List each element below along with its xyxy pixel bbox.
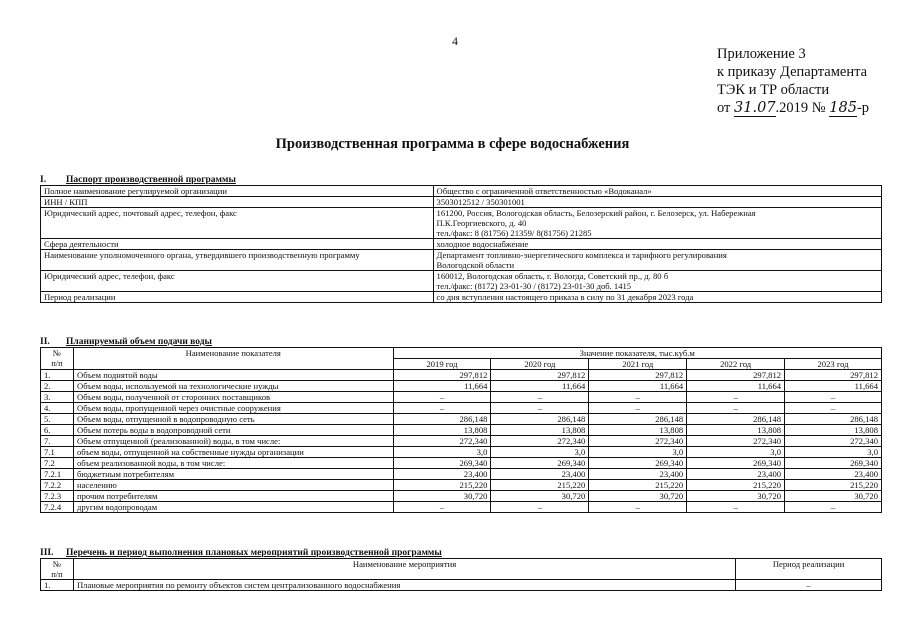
volume-row [41, 458, 882, 469]
indicator-value: – [785, 502, 882, 513]
row-number: 7.2.1 [41, 469, 74, 480]
passport-value-line: 160012, Вологодская область, г. Вологда, Советский пр., д. 80 б [436, 271, 669, 281]
passport-value-line: тел./факс: 8 (81756) 21359/ 8(81756) 21285 [436, 228, 592, 238]
passport-row [41, 208, 882, 239]
indicator-value: 215,220 [491, 480, 589, 491]
passport-value-line: со дня вступления настоящего приказа в силу по 31 декабря 2023 года [436, 292, 694, 302]
appendix-line-2: к приказу Департамента [717, 64, 868, 80]
indicator-name: населению [73, 480, 393, 491]
passport-value-line: Департамент топливно-энергетического комплекса и тарифного регулирования [436, 250, 727, 260]
indicator-value: 269,340 [589, 458, 687, 469]
passport-value [433, 186, 881, 197]
indicator-value: – [491, 403, 589, 414]
passport-label: Юридический адрес, почтовый адрес, телефон, факс [41, 208, 434, 239]
indicator-value: 272,340 [491, 436, 589, 447]
passport-value-line: тел./факс: (8172) 23-01-30 / (8172) 23-01-30 доб. 1415 [436, 281, 632, 291]
row-number: 3. [41, 392, 74, 403]
indicator-value: 23,400 [589, 469, 687, 480]
row-number: 7.2.4 [41, 502, 74, 513]
indicator-value: 269,340 [687, 458, 785, 469]
indicator-name: Объем воды, используемой на технологические нужды [73, 381, 393, 392]
indicator-value: 286,148 [393, 414, 491, 425]
year-header: 2021 год [589, 359, 687, 370]
indicator-value: 3,0 [785, 447, 882, 458]
indicator-name: объем реализованной воды, в том числе: [73, 458, 393, 469]
passport-value [433, 208, 881, 239]
indicator-value: – [687, 502, 785, 513]
passport-row [41, 250, 882, 271]
section-2-title: Планируемый объем подачи воды [66, 337, 212, 347]
indicator-value: – [785, 392, 882, 403]
indicator-name: Объем воды, полученной от сторонних поставщиков [73, 392, 393, 403]
year-header: 2020 год [491, 359, 589, 370]
section-1-number: I. [40, 175, 47, 185]
indicator-value: 272,340 [393, 436, 491, 447]
indicator-name: прочим потребителям [73, 491, 393, 502]
indicator-value: 11,664 [785, 381, 882, 392]
indicator-value: 11,664 [491, 381, 589, 392]
indicator-value: 11,664 [393, 381, 491, 392]
passport-value [433, 292, 881, 303]
indicator-value: 13,808 [393, 425, 491, 436]
appendix-line-3: ТЭК и ТР области [717, 82, 830, 98]
measure-number: 1. [41, 580, 74, 591]
indicator-value: 272,340 [687, 436, 785, 447]
section-1-heading [40, 175, 236, 185]
appendix-line-1: Приложение 3 [717, 46, 806, 62]
indicator-value: 286,148 [491, 414, 589, 425]
measures-col-name-header: Наименование мероприятия [73, 559, 735, 580]
passport-value [433, 239, 881, 250]
section-3-number: III. [40, 548, 54, 558]
indicator-value: 30,720 [687, 491, 785, 502]
row-number: 5. [41, 414, 74, 425]
indicator-value: 23,400 [785, 469, 882, 480]
passport-row [41, 239, 882, 250]
indicator-value: – [687, 403, 785, 414]
indicator-name: Объем потерь воды в водопроводной сети [73, 425, 393, 436]
section-1-title: Паспорт производственной программы [66, 175, 236, 185]
section-2-heading [40, 337, 212, 347]
indicator-value: 3,0 [589, 447, 687, 458]
indicator-value: 297,812 [589, 370, 687, 381]
indicator-value: 13,808 [589, 425, 687, 436]
volume-row [41, 447, 882, 458]
indicator-value: 3,0 [491, 447, 589, 458]
indicator-value: 3,0 [393, 447, 491, 458]
appendix-date-line [717, 99, 869, 117]
appendix-block [717, 45, 869, 117]
volume-row [41, 403, 882, 414]
measures-table [40, 558, 882, 591]
indicator-value: 30,720 [393, 491, 491, 502]
water-volume-table [40, 347, 882, 513]
indicator-name: бюджетным потребителям [73, 469, 393, 480]
indicator-value: 11,664 [687, 381, 785, 392]
indicator-value: 13,808 [491, 425, 589, 436]
indicator-value: 286,148 [589, 414, 687, 425]
volume-row [41, 469, 882, 480]
indicator-value: 11,664 [589, 381, 687, 392]
measure-period: – [736, 580, 882, 591]
indicator-value: 286,148 [687, 414, 785, 425]
indicator-value: 272,340 [589, 436, 687, 447]
indicator-value: 215,220 [785, 480, 882, 491]
volume-row [41, 436, 882, 447]
date-year: .2019 № [775, 100, 826, 116]
passport-label: Полное наименование регулируемой организации [41, 186, 434, 197]
indicator-value: 215,220 [589, 480, 687, 491]
passport-value [433, 250, 881, 271]
year-header: 2019 год [393, 359, 491, 370]
passport-table [40, 185, 882, 303]
measure-name: Плановые мероприятия по ремонту объектов систем централизованного водоснабжения [73, 580, 735, 591]
indicator-value: 297,812 [785, 370, 882, 381]
row-number: 1. [41, 370, 74, 381]
row-number: 7.2.3 [41, 491, 74, 502]
indicator-value: – [589, 502, 687, 513]
indicator-value: 23,400 [687, 469, 785, 480]
indicator-name: Объем отпущенной (реализованной) воды, в том числе: [73, 436, 393, 447]
passport-label: Период реализации [41, 292, 434, 303]
volume-row [41, 392, 882, 403]
row-number: 6. [41, 425, 74, 436]
indicator-value: – [393, 392, 491, 403]
page-number: 4 [452, 34, 458, 48]
indicator-name: Объем поднятой воды [73, 370, 393, 381]
volume-row [41, 491, 882, 502]
indicator-value: 23,400 [491, 469, 589, 480]
indicator-value: 13,808 [785, 425, 882, 436]
row-number: 7.2.2 [41, 480, 74, 491]
indicator-value: 269,340 [785, 458, 882, 469]
indicator-value: 297,812 [491, 370, 589, 381]
volume-row [41, 381, 882, 392]
indicator-value: – [393, 502, 491, 513]
passport-row [41, 271, 882, 292]
indicator-value: 30,720 [491, 491, 589, 502]
volume-row [41, 425, 882, 436]
indicator-value: 269,340 [393, 458, 491, 469]
indicator-value: 215,220 [393, 480, 491, 491]
col-num-header: № п/п [41, 348, 74, 370]
passport-row [41, 197, 882, 208]
indicator-value: – [785, 403, 882, 414]
row-number: 2. [41, 381, 74, 392]
measures-col-period-header: Период реализации [736, 559, 882, 580]
indicator-value: – [687, 392, 785, 403]
passport-label: ИНН / КПП [41, 197, 434, 208]
indicator-name: другим водопроводам [73, 502, 393, 513]
indicator-value: 297,812 [393, 370, 491, 381]
date-handwritten: 31.07 [734, 100, 776, 116]
indicator-value: – [491, 502, 589, 513]
passport-value-line: 161200, Россия, Вологодская область, Белозерский район, г. Белозерск, ул. Набережная [436, 208, 756, 218]
passport-value [433, 197, 881, 208]
indicator-value: 30,720 [785, 491, 882, 502]
passport-label: Наименование уполномоченного органа, утвердившего производственную программу [41, 250, 434, 271]
year-header: 2022 год [687, 359, 785, 370]
indicator-value: 30,720 [589, 491, 687, 502]
number-suffix: -р [856, 100, 870, 116]
indicator-value: 286,148 [785, 414, 882, 425]
passport-value-line: Вологодской области [436, 260, 515, 270]
row-number: 7.2 [41, 458, 74, 469]
measures-col-num-header: № п/п [41, 559, 74, 580]
row-number: 7.1 [41, 447, 74, 458]
passport-row [41, 186, 882, 197]
section-2-number: II. [40, 337, 50, 347]
number-handwritten: 185 [829, 100, 857, 116]
section-3-heading [40, 548, 442, 558]
indicator-value: – [491, 392, 589, 403]
indicator-value: – [393, 403, 491, 414]
passport-label: Сфера деятельности [41, 239, 434, 250]
section-3-title: Перечень и период выполнения плановых мероприятий производственной программы [66, 548, 442, 558]
indicator-name: Объем воды, отпущенной в водопроводную сеть [73, 414, 393, 425]
indicator-value: 272,340 [785, 436, 882, 447]
indicator-value: – [589, 392, 687, 403]
row-number: 7. [41, 436, 74, 447]
year-header: 2023 год [785, 359, 882, 370]
indicator-value: – [589, 403, 687, 414]
indicator-value: 3,0 [687, 447, 785, 458]
col-name-header: Наименование показателя [73, 348, 393, 370]
col-value-header: Значение показателя, тыс.куб.м [393, 348, 881, 359]
volume-row [41, 370, 882, 381]
passport-value-line: 3503012512 / 350301001 [436, 197, 525, 207]
measure-row [41, 580, 882, 591]
indicator-name: объем воды, отпущенной на собственные нужды организации [73, 447, 393, 458]
passport-value-line: Общество с ограниченной ответственностью «Водоканал» [436, 186, 652, 196]
date-prefix: от [717, 100, 731, 116]
volume-row [41, 480, 882, 491]
passport-label: Юридический адрес, телефон, факс [41, 271, 434, 292]
indicator-value: 269,340 [491, 458, 589, 469]
row-number: 4. [41, 403, 74, 414]
passport-value-line: П.К.Георгиевского, д. 40 [436, 218, 527, 228]
document-title: Производственная программа в сфере водоснабжения [275, 136, 630, 152]
volume-row [41, 502, 882, 513]
volume-row [41, 414, 882, 425]
passport-value-line: холодное водоснабжение [436, 239, 529, 249]
indicator-name: Объем воды, пропущенной через очистные сооружения [73, 403, 393, 414]
passport-row [41, 292, 882, 303]
indicator-value: 297,812 [687, 370, 785, 381]
passport-value [433, 271, 881, 292]
indicator-value: 215,220 [687, 480, 785, 491]
indicator-value: 23,400 [393, 469, 491, 480]
indicator-value: 13,808 [687, 425, 785, 436]
